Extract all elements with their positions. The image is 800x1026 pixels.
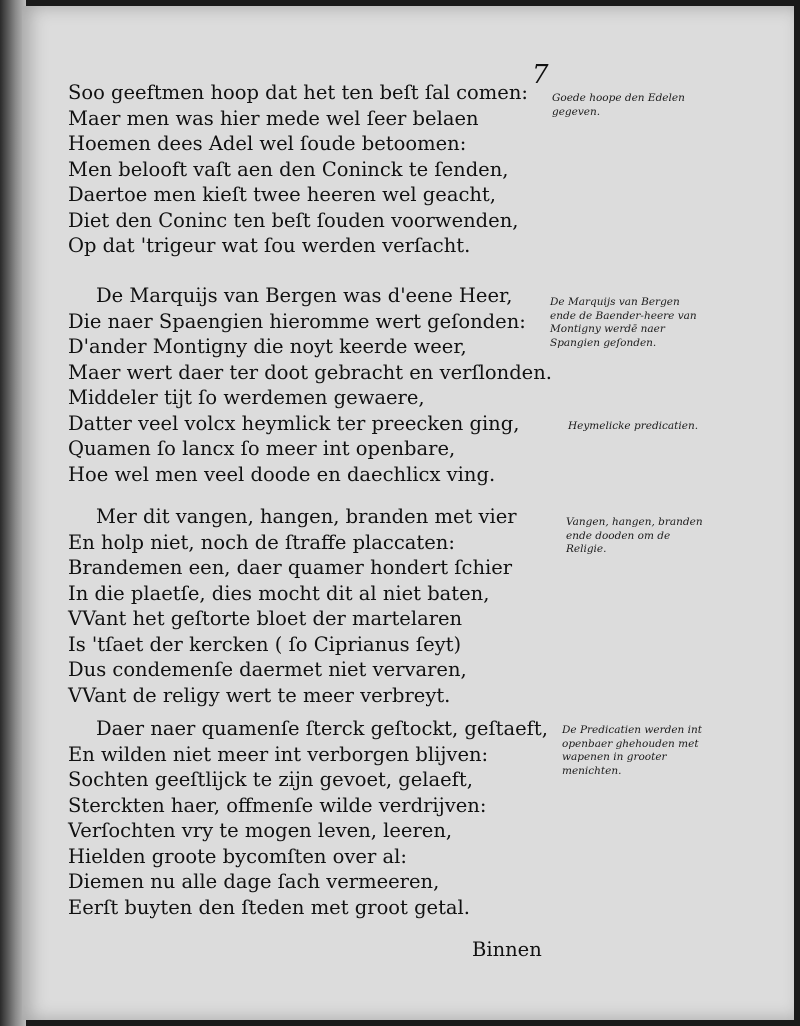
verse-line: Maer wert daer ter doot gebracht en verſlonden. bbox=[68, 360, 552, 384]
margin-note: De Predicatien werden int openbaer ghehouden met wapenen in grooter menichten. bbox=[562, 724, 702, 777]
page-number: 7 bbox=[532, 60, 549, 90]
verse-line: Datter veel volcx heymlick ter preecken ging, bbox=[68, 411, 520, 435]
verse-line: Brandemen een, daer quamer hondert ſchier bbox=[68, 556, 513, 579]
verse-line: Men belooft vaſt aen den Coninck te ſenden, bbox=[68, 157, 509, 181]
verse-line: Diet den Coninc ten beſt ſouden voorwenden, bbox=[68, 208, 519, 232]
verse-line: D'ander Montigny die noyt keerde weer, bbox=[68, 335, 467, 358]
catchword: Binnen bbox=[472, 938, 542, 961]
verse-line: Maer men was hier mede wel ſeer belaen bbox=[68, 106, 479, 130]
verse-line: Hielden groote bycomſten over al: bbox=[68, 844, 407, 868]
margin-note: Vangen, hangen, branden ende dooden om de Religie. bbox=[566, 516, 703, 555]
verse-line: Eerſt buyten den ſteden met groot getal. bbox=[68, 895, 470, 919]
verse-line: Hoemen dees Adel wel ſoude betoomen: bbox=[68, 132, 467, 155]
margin-note: Goede hoope den Edelen gegeven. bbox=[552, 92, 685, 118]
verse-line: Op dat 'trigeur wat ſou werden verſacht. bbox=[68, 234, 471, 257]
verse-line: Sochten geeſtlijck te zijn gevoet, gelaeft, bbox=[68, 768, 473, 791]
verse-line: Die naer Spaengien hieromme wert geſonden: bbox=[68, 309, 526, 333]
verse-line: Sterckten haer, offmenſe wilde verdrijven: bbox=[68, 793, 487, 817]
margin-note: Heymelicke predicatien. bbox=[568, 420, 699, 432]
verse-line: Mer dit vangen, hangen, branden met vier bbox=[96, 505, 517, 528]
margin-note: De Marquijs van Bergen ende de Baender-heere van Montigny werdē naer Spangien geſonden. bbox=[550, 296, 697, 349]
verse-line: En wilden niet meer int verborgen blijven: bbox=[68, 742, 489, 766]
verse-line: Middeler tijt ſo werdemen gewaere, bbox=[68, 386, 425, 409]
verse-line: Verſochten vry te mogen leven, leeren, bbox=[68, 819, 453, 842]
stanza-2 bbox=[68, 283, 552, 487]
verse-line: En holp niet, noch de ſtraffe placcaten: bbox=[68, 530, 455, 554]
stanza-1 bbox=[68, 80, 528, 259]
verse-line: Diemen nu alle dage ſach vermeeren, bbox=[68, 870, 440, 893]
verse-line: Is 'tſaet der kercken ( ſo Ciprianus ſeyt) bbox=[68, 632, 462, 656]
verse-line: Quamen ſo lancx ſo meer int openbare, bbox=[68, 437, 456, 460]
verse-line: Daer naer quamenſe ſterck geſtockt, geſtaeft, bbox=[96, 717, 548, 740]
verse-line: In die plaetſe, dies mocht dit al niet baten, bbox=[68, 581, 490, 605]
stanza-4 bbox=[68, 716, 548, 920]
verse-line: De Marquijs van Bergen was d'eene Heer, bbox=[96, 284, 513, 307]
verse-line: Daertoe men kieſt twee heeren wel geacht, bbox=[68, 183, 496, 206]
stanza-3 bbox=[68, 504, 517, 708]
verse-line: VVant het geſtorte bloet der martelaren bbox=[68, 607, 463, 630]
verse-line: Soo geeftmen hoop dat het ten beſt ſal comen: bbox=[68, 81, 528, 104]
verse-line: Hoe wel men veel doode en daechlicx ving. bbox=[68, 462, 496, 486]
verse-line: VVant de religy wert te meer verbreyt. bbox=[68, 683, 451, 707]
verse-line: Dus condemenſe daermet niet vervaren, bbox=[68, 658, 467, 681]
